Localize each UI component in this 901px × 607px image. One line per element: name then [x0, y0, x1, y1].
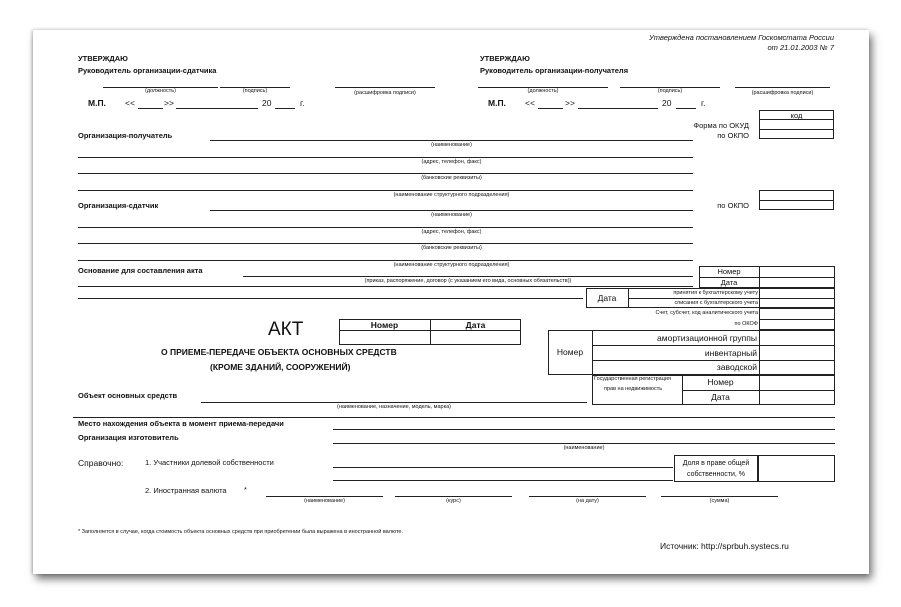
coowner-line-1[interactable]	[333, 467, 673, 468]
right-year-g: г.	[701, 98, 706, 108]
right-position-hint: (должность)	[527, 88, 559, 94]
object-label: Объект основных средств	[78, 391, 178, 400]
numbers-divider	[592, 345, 835, 346]
sender-struct-line[interactable]	[78, 260, 693, 261]
sender-addr-hint: (адрес, телефон, факс)	[421, 229, 482, 235]
right-decoding-hint: (расшифровка подписи)	[751, 90, 814, 96]
accept-label: принятия к бухгалтерскому учету	[673, 290, 758, 296]
maker-line[interactable]	[333, 443, 835, 444]
act-data-header: Дата	[465, 320, 486, 330]
receiver-struct-hint: (наименование структурного подразделения)	[393, 192, 510, 198]
source-note: Источник: http://sprbuh.systecs.ru	[660, 541, 789, 551]
right-approve-title: УТВЕРЖДАЮ	[480, 54, 530, 63]
basis-nomer-label: Номер	[717, 267, 741, 276]
receiver-bank-line[interactable]	[78, 173, 693, 174]
share-value-box[interactable]	[758, 455, 835, 482]
currency-name-hint: (наименование)	[304, 498, 345, 504]
left-year-prefix: 20	[262, 98, 272, 108]
right-approve-subtitle: Руководитель организации-получателя	[480, 66, 629, 75]
okpo-label-sender: по ОКПО	[717, 201, 749, 210]
account-code-divider	[759, 319, 835, 320]
left-year-line	[275, 108, 295, 109]
sender-bank-hint: (банковские реквизиты)	[421, 245, 482, 251]
registration-data-label: Дата	[711, 392, 730, 402]
sender-bank-line[interactable]	[78, 243, 693, 244]
form-sheet	[33, 30, 869, 574]
sender-addr-line[interactable]	[78, 227, 693, 228]
receiver-bank-hint: (банковские реквизиты)	[421, 175, 482, 181]
basis-data-label: Дата	[720, 278, 738, 287]
receiver-name-line[interactable]	[210, 140, 693, 141]
act-subtitle-1: О ПРИЕМЕ-ПЕРЕДАЧЕ ОБЪЕКТА ОСНОВНЫХ СРЕДСТВ	[161, 347, 397, 357]
sender-name-hint: (наименование)	[431, 212, 472, 218]
left-quote-open: <<	[125, 98, 135, 108]
share-label-2: собственности, %	[687, 471, 745, 478]
reference-item2: 2. Иностранная валюта	[145, 486, 227, 495]
location-line[interactable]	[333, 429, 835, 430]
reference-label: Справочно:	[78, 458, 124, 468]
left-signature-hint: (подпись)	[242, 88, 268, 94]
footnote: * Заполняется в случае, когда стоимость объекта основных средств при приобретении была выражена в иностранной валюте.	[78, 529, 403, 535]
numbers-divider	[592, 360, 835, 361]
location-label: Место нахождения объекта в момент приема-передачи	[78, 419, 284, 428]
okud-label: Форма по ОКУД	[693, 121, 749, 130]
share-label-1: Доля в праве общей	[682, 460, 750, 467]
currency-date-hint: (на дату)	[576, 498, 599, 504]
basis-label: Основание для составления акта	[78, 266, 203, 275]
object-line[interactable]	[201, 402, 587, 403]
reference-item1: 1. Участники долевой собственности	[145, 458, 274, 467]
coowner-line-2[interactable]	[333, 480, 673, 481]
right-year-prefix: 20	[662, 98, 672, 108]
left-approve-title: УТВЕРЖДАЮ	[78, 54, 128, 63]
act-title: АКТ	[268, 319, 304, 340]
act-nomer-header: Номер	[370, 320, 399, 330]
factory-label: заводской	[716, 362, 757, 372]
basis-grid-divider	[699, 277, 835, 278]
right-year-line	[676, 108, 696, 109]
left-quote-close: >>	[164, 98, 174, 108]
code-header: код	[790, 111, 803, 120]
left-decoding-hint: (расшифровка подписи)	[354, 90, 416, 96]
sender-struct-hint: (наименование структурного подразделения)	[393, 262, 510, 268]
right-signature-hint: (подпись)	[657, 88, 683, 94]
account-label: Счет, субсчет, код аналитического учета	[655, 310, 758, 316]
sender-label: Организация-сдатчик	[78, 201, 159, 210]
section-divider	[73, 417, 835, 418]
registration-divider	[682, 390, 835, 391]
accounting-data-label: Дата	[597, 293, 617, 303]
amort-group-label: амортизационной группы	[657, 333, 757, 343]
sender-name-line[interactable]	[210, 210, 693, 211]
right-mp: М.П.	[488, 98, 506, 108]
receiver-struct-line[interactable]	[78, 190, 693, 191]
left-decoding-line	[335, 87, 435, 88]
receiver-addr-line[interactable]	[78, 157, 693, 158]
accounting-dates-divider	[628, 298, 835, 299]
maker-hint: (наименование)	[563, 445, 605, 451]
registration-label-1: Государственная регистрация	[594, 376, 671, 382]
act-box-divider	[339, 330, 521, 331]
object-hint: (наименование, назначение, модель, марка)	[336, 404, 451, 410]
basis-line[interactable]	[243, 276, 693, 277]
currency-name-line[interactable]	[266, 496, 383, 497]
reference-star: *	[244, 485, 247, 494]
maker-label: Организация изготовитель	[78, 433, 179, 442]
receiver-label: Организация-получатель	[78, 131, 173, 140]
right-decoding-line	[735, 87, 830, 88]
sender-code-divider	[759, 200, 834, 201]
numbers-vdivider	[592, 330, 593, 375]
inventory-label: инвентарный	[704, 348, 757, 358]
left-mp: М.П.	[88, 98, 106, 108]
receiver-addr-hint: (адрес, телефон, факс)	[421, 159, 482, 165]
receiver-name-hint: (наименование)	[431, 142, 472, 148]
registration-label-2: прав на недвижимость	[604, 386, 663, 392]
code-box-divider	[759, 129, 834, 130]
currency-date-line[interactable]	[529, 496, 646, 497]
left-month-line	[176, 108, 258, 109]
numbers-vdivider2	[759, 330, 760, 375]
left-day-line	[138, 108, 163, 109]
currency-sum-hint: (сумма)	[709, 498, 730, 504]
right-quote-open: <<	[525, 98, 535, 108]
basis-grid-vdivider	[759, 266, 760, 288]
right-month-line	[578, 108, 658, 109]
currency-rate-line[interactable]	[395, 496, 512, 497]
numbers-nomer-label: Номер	[556, 347, 584, 357]
left-approve-subtitle: Руководитель организации-сдатчика	[78, 66, 217, 75]
left-position-hint: (должность)	[145, 88, 176, 94]
approval-line1: Утверждена постановлением Госкомстата России	[648, 33, 834, 42]
currency-rate-hint: (курс)	[446, 498, 461, 504]
right-quote-close: >>	[565, 98, 575, 108]
okof-label: по ОКОФ	[734, 321, 758, 327]
basis-hint: (приказ, распоряжение, договор (с указанием его вида, основных обязательств))	[364, 278, 572, 284]
basis-line-3[interactable]	[78, 298, 583, 299]
left-year-g: г.	[300, 98, 305, 108]
right-day-line	[538, 108, 563, 109]
writeoff-label: списания с бухгалтерского учета	[674, 300, 758, 306]
approval-line2: от 21.01.2003 № 7	[767, 43, 834, 52]
registration-nomer-label: Номер	[707, 377, 734, 387]
okpo-label-receiver: по ОКПО	[717, 131, 749, 140]
act-subtitle-2: (КРОМЕ ЗДАНИЙ, СООРУЖЕНИЙ)	[210, 362, 351, 372]
basis-line-2[interactable]	[78, 286, 693, 287]
currency-sum-line[interactable]	[661, 496, 778, 497]
